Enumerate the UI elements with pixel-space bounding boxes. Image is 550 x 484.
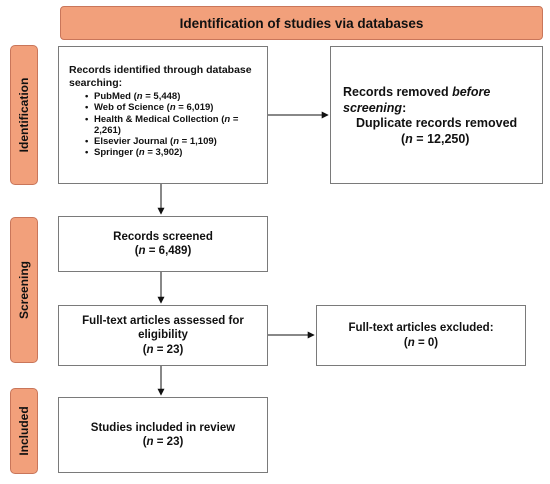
database-list <box>69 91 263 158</box>
database-item: • Health & Medical Collection (n = 2,261) <box>94 114 263 136</box>
records-removed-count: (n = 12,250) <box>401 131 470 146</box>
full-text-excluded-box <box>316 305 526 366</box>
records-identified-title: Records identified through database searching: <box>69 64 252 89</box>
full-text-excluded-count: (n = 0) <box>403 336 439 349</box>
records-identified-box <box>58 46 268 184</box>
full-text-assessed-label-2: eligibility <box>138 329 188 342</box>
stage-screening-label: Screening <box>17 260 31 320</box>
stage-identification-label: Identification <box>17 77 31 153</box>
database-item: • Web of Science (n = 6,019) <box>94 102 263 113</box>
full-text-assessed-label-1: Full-text articles assessed for <box>82 314 244 327</box>
full-text-assessed-count: (n = 23) <box>142 343 184 356</box>
records-screened-label: Records screened <box>113 230 213 243</box>
records-screened-box <box>58 216 268 272</box>
studies-included-box <box>58 397 268 473</box>
database-item: • PubMed (n = 5,448) <box>94 91 263 102</box>
database-item: • Elsevier Journal (n = 1,109) <box>94 136 263 147</box>
records-removed-line3: Duplicate records removed <box>356 116 518 131</box>
records-removed-box <box>330 46 543 184</box>
full-text-excluded-label: Full-text articles excluded: <box>348 322 494 335</box>
studies-included-label: Studies included in review <box>90 421 236 434</box>
stage-included-label: Included <box>17 406 31 456</box>
full-text-assessed-box <box>58 305 268 366</box>
records-screened-count: (n = 6,489) <box>134 245 192 257</box>
records-removed-line2: screening: <box>343 100 407 115</box>
studies-included-count: (n = 23) <box>142 436 184 448</box>
database-item: • Springer (n = 3,902) <box>94 147 263 158</box>
records-removed-line1: Records removed before <box>343 85 491 99</box>
header-title: Identification of studies via databases <box>179 15 424 31</box>
